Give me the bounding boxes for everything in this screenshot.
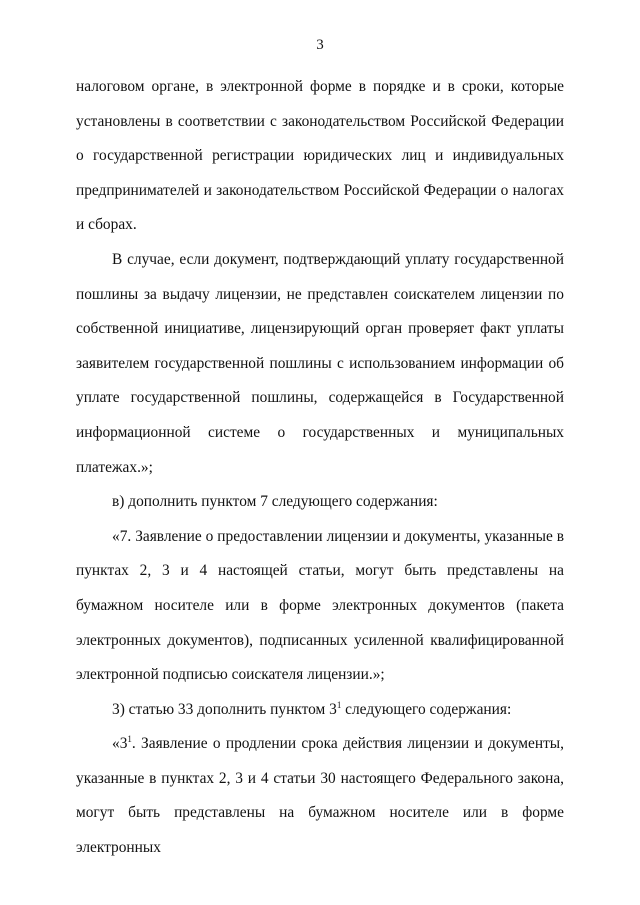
paragraph-point-3-1-text-start: «3 (112, 735, 128, 753)
paragraph-item-3-text-start: 3) статью 33 дополнить пунктом 3 (112, 700, 337, 718)
paragraph-point-3-1 (76, 727, 564, 865)
paragraph-item-3-text-end: следующего содержания: (341, 700, 512, 718)
paragraph-item-v: в) дополнить пунктом 7 следующего содержания: (112, 493, 438, 511)
superscript-index: 1 (127, 734, 132, 745)
superscript-index: 1 (336, 699, 342, 710)
page-number: 3 (316, 37, 324, 53)
paragraph-point-3-1-text-end: . Заявление о продлении срока действия лицензии и документы, указанные в пунктах 2, 3 и 4 статьи 30 настоящего Федерального закона, могут быть представлены на бумажном носителе или в форме электронных (76, 735, 564, 857)
document-body (76, 70, 564, 866)
paragraph-item-3 (76, 693, 564, 728)
paragraph-state-duty: В случае, если документ, подтверждающий уплату государственной пошлины за выдачу лицензии, не представлен соискателем лицензии по собственной инициативе, лицензирующий орган проверяет факт уплаты заявителем государственной пошлины с использованием информации об уплате государственной пошлины, содержащейся в Государственной информационной системе о государственных и муниципальных платежах.»; (76, 250, 564, 476)
paragraph-point-7: «7. Заявление о предоставлении лицензии и документы, указанные в пунктах 2, 3 и 4 настоящей статьи, могут быть представлены на бумажном носителе или в форме электронных документов (пакета электронных документов), подписанных усиленной квалифицированной электронной подписью соискателя лицензии.»; (76, 527, 564, 684)
paragraph-tax-authority: налоговом органе, в электронной форме в порядке и в сроки, которые установлены в соответствии с законодательством Российской Федерации о государственной регистрации юридических лиц и индивидуальных предпринимателей и законодательством Российской Федерации о налогах и сборах. (76, 78, 564, 234)
